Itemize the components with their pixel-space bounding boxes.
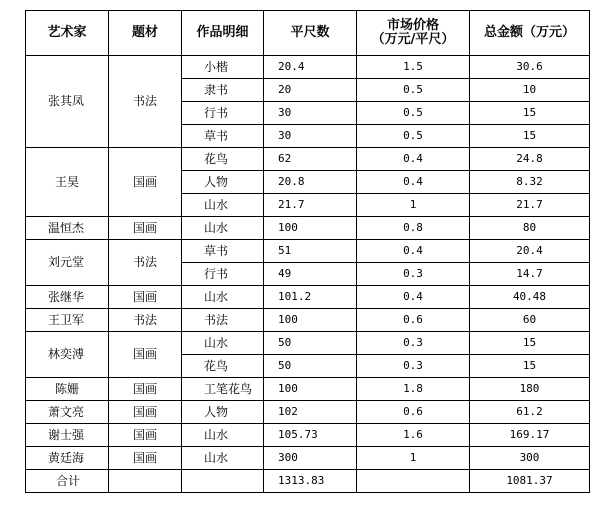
artist-cell: 刘元堂 <box>26 240 109 286</box>
area-cell: 30 <box>264 102 357 125</box>
table-row <box>26 217 590 240</box>
detail-cell: 行书 <box>182 102 264 125</box>
detail-cell: 山水 <box>182 286 264 309</box>
detail-cell: 山水 <box>182 332 264 355</box>
total-cell: 40.48 <box>470 286 590 309</box>
detail-cell: 草书 <box>182 125 264 148</box>
price-cell: 1.6 <box>357 424 470 447</box>
subject-cell: 国画 <box>109 424 182 447</box>
header-subject: 题材 <box>109 11 182 56</box>
area-cell: 50 <box>264 332 357 355</box>
subject-cell: 国画 <box>109 447 182 470</box>
price-cell: 0.3 <box>357 355 470 378</box>
price-cell: 0.4 <box>357 148 470 171</box>
price-cell: 0.8 <box>357 217 470 240</box>
total-cell: 15 <box>470 355 590 378</box>
detail-cell: 人物 <box>182 171 264 194</box>
artist-cell: 谢士强 <box>26 424 109 447</box>
price-cell: 0.3 <box>357 263 470 286</box>
artist-cell: 王昊 <box>26 148 109 217</box>
header-price <box>357 11 470 56</box>
table-row <box>26 286 590 309</box>
summary-detail-cell <box>182 470 264 493</box>
header-artist: 艺术家 <box>26 11 109 56</box>
artist-cell: 萧文亮 <box>26 401 109 424</box>
table-row <box>26 240 590 263</box>
detail-cell: 山水 <box>182 424 264 447</box>
detail-cell: 草书 <box>182 240 264 263</box>
price-cell: 1.5 <box>357 56 470 79</box>
subject-cell: 书法 <box>109 56 182 148</box>
artwork-table-container <box>25 10 589 493</box>
subject-cell: 国画 <box>109 217 182 240</box>
total-cell: 14.7 <box>470 263 590 286</box>
total-cell: 10 <box>470 79 590 102</box>
subject-cell: 国画 <box>109 148 182 217</box>
area-cell: 21.7 <box>264 194 357 217</box>
summary-label-cell: 合计 <box>26 470 109 493</box>
detail-cell: 行书 <box>182 263 264 286</box>
subject-cell: 国画 <box>109 401 182 424</box>
artist-cell: 林奕溥 <box>26 332 109 378</box>
table-row <box>26 378 590 401</box>
artist-cell: 王卫军 <box>26 309 109 332</box>
detail-cell: 花鸟 <box>182 355 264 378</box>
total-cell: 8.32 <box>470 171 590 194</box>
table-row <box>26 424 590 447</box>
area-cell: 30 <box>264 125 357 148</box>
detail-cell: 花鸟 <box>182 148 264 171</box>
price-cell: 0.3 <box>357 332 470 355</box>
table-row <box>26 309 590 332</box>
subject-cell: 国画 <box>109 378 182 401</box>
price-cell: 1.8 <box>357 378 470 401</box>
area-cell: 102 <box>264 401 357 424</box>
artist-cell: 张其凤 <box>26 56 109 148</box>
total-cell: 180 <box>470 378 590 401</box>
summary-subject-cell <box>109 470 182 493</box>
header-total: 总金额（万元） <box>470 11 590 56</box>
detail-cell: 书法 <box>182 309 264 332</box>
total-cell: 80 <box>470 217 590 240</box>
area-cell: 51 <box>264 240 357 263</box>
area-cell: 100 <box>264 378 357 401</box>
table-row <box>26 56 590 79</box>
table-body <box>26 56 590 493</box>
area-cell: 100 <box>264 309 357 332</box>
table-row <box>26 401 590 424</box>
area-cell: 20 <box>264 79 357 102</box>
total-cell: 169.17 <box>470 424 590 447</box>
area-cell: 20.8 <box>264 171 357 194</box>
table-row <box>26 332 590 355</box>
total-cell: 24.8 <box>470 148 590 171</box>
total-cell: 60 <box>470 309 590 332</box>
price-cell: 0.4 <box>357 171 470 194</box>
area-cell: 49 <box>264 263 357 286</box>
header-price-line1: 市场价格 <box>386 18 439 34</box>
subject-cell: 书法 <box>109 309 182 332</box>
artist-cell: 陈姗 <box>26 378 109 401</box>
price-cell: 0.6 <box>357 401 470 424</box>
header-price-line2: （万元/平尺） <box>371 32 455 47</box>
summary-price-cell <box>357 470 470 493</box>
total-cell: 61.2 <box>470 401 590 424</box>
area-cell: 101.2 <box>264 286 357 309</box>
summary-row <box>26 470 590 493</box>
total-cell: 21.7 <box>470 194 590 217</box>
artist-cell: 黄廷海 <box>26 447 109 470</box>
area-cell: 62 <box>264 148 357 171</box>
detail-cell: 山水 <box>182 447 264 470</box>
total-cell: 15 <box>470 102 590 125</box>
area-cell: 20.4 <box>264 56 357 79</box>
artist-cell: 温恒杰 <box>26 217 109 240</box>
price-cell: 0.5 <box>357 125 470 148</box>
table-row <box>26 148 590 171</box>
subject-cell: 国画 <box>109 332 182 378</box>
header-detail: 作品明细 <box>182 11 264 56</box>
total-cell: 20.4 <box>470 240 590 263</box>
area-cell: 100 <box>264 217 357 240</box>
artist-cell: 张继华 <box>26 286 109 309</box>
area-cell: 105.73 <box>264 424 357 447</box>
subject-cell: 国画 <box>109 286 182 309</box>
area-cell: 50 <box>264 355 357 378</box>
total-cell: 300 <box>470 447 590 470</box>
header-row <box>26 11 590 56</box>
detail-cell: 小楷 <box>182 56 264 79</box>
price-cell: 1 <box>357 194 470 217</box>
detail-cell: 隶书 <box>182 79 264 102</box>
total-cell: 15 <box>470 125 590 148</box>
price-cell: 0.5 <box>357 79 470 102</box>
detail-cell: 工笔花鸟 <box>182 378 264 401</box>
summary-total-cell: 1081.37 <box>470 470 590 493</box>
detail-cell: 人物 <box>182 401 264 424</box>
subject-cell: 书法 <box>109 240 182 286</box>
price-cell: 1 <box>357 447 470 470</box>
price-cell: 0.6 <box>357 309 470 332</box>
area-cell: 300 <box>264 447 357 470</box>
total-cell: 30.6 <box>470 56 590 79</box>
header-area: 平尺数 <box>264 11 357 56</box>
total-cell: 15 <box>470 332 590 355</box>
summary-area-cell: 1313.83 <box>264 470 357 493</box>
price-cell: 0.4 <box>357 240 470 263</box>
artwork-value-table <box>25 10 590 493</box>
price-cell: 0.5 <box>357 102 470 125</box>
detail-cell: 山水 <box>182 194 264 217</box>
table-row <box>26 447 590 470</box>
price-cell: 0.4 <box>357 286 470 309</box>
detail-cell: 山水 <box>182 217 264 240</box>
